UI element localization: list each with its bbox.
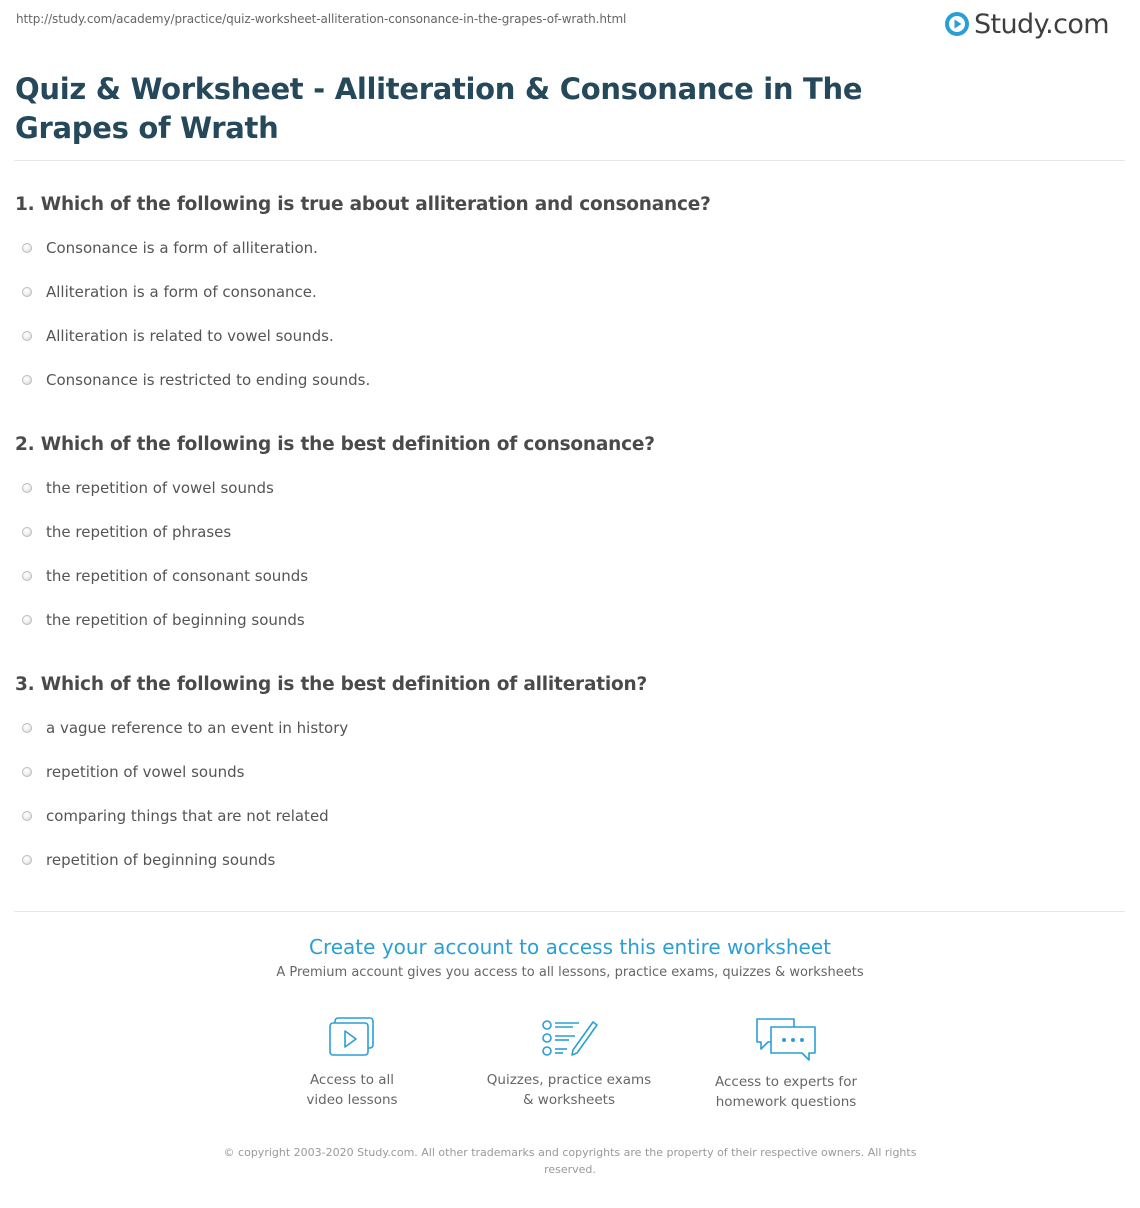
question-3-option-2[interactable] — [22, 762, 244, 782]
radio-button[interactable] — [22, 855, 32, 865]
divider — [14, 911, 1125, 912]
radio-button[interactable] — [22, 243, 32, 253]
question-2: 2. Which of the following is the best definition of consonance? — [15, 434, 655, 455]
feature-video-lessons — [257, 1016, 447, 1110]
feature-label-line1: Access to experts for — [714, 1074, 857, 1090]
play-logo-icon — [944, 11, 970, 37]
radio-button[interactable] — [22, 767, 32, 777]
feature-experts — [691, 1016, 881, 1112]
question-2-option-3[interactable] — [22, 566, 308, 586]
feature-label-line2: & worksheets — [522, 1092, 615, 1108]
feature-label-line1: Quizzes, practice exams — [486, 1072, 652, 1088]
page-title: Quiz & Worksheet - Alliteration & Consonance in The Grapes of Wrath — [15, 72, 863, 145]
feature-quizzes — [474, 1016, 664, 1110]
option-label: Alliteration is a form of consonance. — [46, 283, 317, 301]
create-account-link[interactable]: Create your account to access this entire worksheet — [309, 935, 831, 959]
copyright-notice: © copyright 2003-2020 Study.com. All other trademarks and copyrights are the property of their respective owners. All rights reserved. — [223, 1146, 917, 1176]
option-label: the repetition of vowel sounds — [46, 479, 274, 497]
logo-text: Study.com — [974, 8, 1109, 40]
study-logo[interactable] — [944, 7, 1109, 41]
question-3: 3. Which of the following is the best definition of alliteration? — [15, 674, 648, 695]
option-label: the repetition of beginning sounds — [46, 611, 305, 629]
radio-button[interactable] — [22, 571, 32, 581]
divider — [14, 160, 1125, 161]
option-label: repetition of vowel sounds — [46, 763, 245, 781]
question-3-option-1[interactable] — [22, 718, 348, 738]
chat-bubbles-icon — [754, 1016, 818, 1062]
option-label: a vague reference to an event in history — [46, 719, 349, 737]
question-1-option-3[interactable] — [22, 326, 334, 346]
radio-button[interactable] — [22, 483, 32, 493]
radio-button[interactable] — [22, 527, 32, 537]
question-3-option-4[interactable] — [22, 850, 275, 870]
question-2-option-2[interactable] — [22, 522, 231, 542]
video-lessons-icon — [326, 1016, 378, 1060]
option-label: Consonance is restricted to ending sounds. — [46, 371, 371, 389]
radio-button[interactable] — [22, 615, 32, 625]
radio-button[interactable] — [22, 331, 32, 341]
option-label: Consonance is a form of alliteration. — [46, 239, 318, 257]
option-label: Alliteration is related to vowel sounds. — [46, 327, 334, 345]
feature-label-line2: video lessons — [306, 1092, 398, 1108]
quiz-checklist-icon — [539, 1016, 599, 1060]
cta-subtitle: A Premium account gives you access to all lessons, practice exams, quizzes & worksheets — [276, 965, 864, 980]
option-label: the repetition of consonant sounds — [46, 567, 309, 585]
option-label: comparing things that are not related — [46, 807, 329, 825]
question-1-option-4[interactable] — [22, 370, 370, 390]
radio-button[interactable] — [22, 811, 32, 821]
page-url: http://study.com/academy/practice/quiz-worksheet-alliteration-consonance-in-the-grapes-of-wrath.html — [16, 12, 627, 26]
question-1: 1. Which of the following is true about alliteration and consonance? — [15, 194, 711, 215]
question-2-option-4[interactable] — [22, 610, 305, 630]
question-1-option-1[interactable] — [22, 238, 318, 258]
question-1-option-2[interactable] — [22, 282, 317, 302]
feature-label-line2: homework questions — [715, 1094, 857, 1110]
radio-button[interactable] — [22, 723, 32, 733]
question-3-option-3[interactable] — [22, 806, 329, 826]
option-label: the repetition of phrases — [46, 523, 232, 541]
feature-label-line1: Access to all — [309, 1072, 395, 1088]
question-2-option-1[interactable] — [22, 478, 274, 498]
radio-button[interactable] — [22, 375, 32, 385]
radio-button[interactable] — [22, 287, 32, 297]
option-label: repetition of beginning sounds — [46, 851, 276, 869]
